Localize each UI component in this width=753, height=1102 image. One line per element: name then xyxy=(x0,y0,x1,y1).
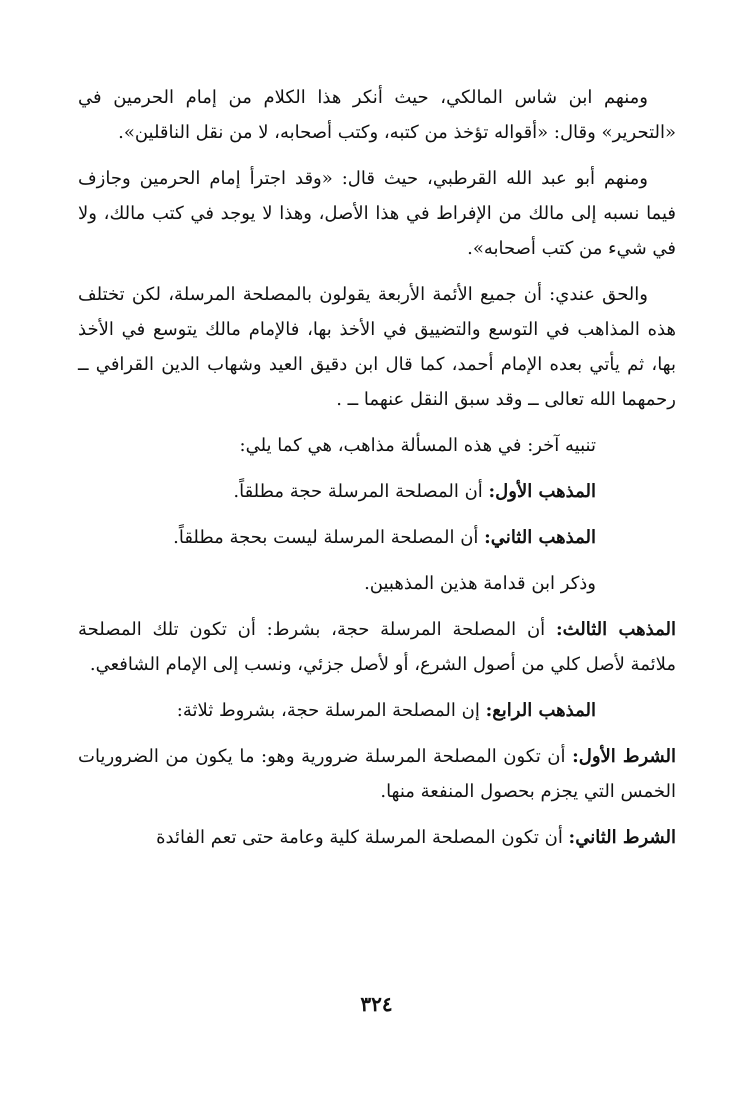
paragraph-qurtubi xyxy=(78,161,676,266)
body-text xyxy=(78,80,676,866)
heading-label: المذهب الثاني: xyxy=(484,527,596,548)
heading-label: الشرط الثاني: xyxy=(568,827,676,848)
paragraph-author-opinion xyxy=(78,277,676,417)
paragraph-text: أن المصلحة المرسلة ليست بحجة مطلقاً. xyxy=(173,527,485,548)
heading-label: المذهب الأول: xyxy=(488,481,596,502)
paragraph-text: والحق عندي: أن جميع الأئمة الأربعة يقولون بالمصلحة المرسلة، لكن تختلف هذه المذاهب في التوسع والتضييق في الأخذ بها، فالإمام مالك يتوسع في الأخذ بها، ثم يأتي بعده الإمام أحمد، كما قال ابن دقيق العيد وشهاب الدين القرافي ــ رحمهما الله تعالى ــ وقد سبق النقل عنهما ــ . xyxy=(78,284,676,410)
paragraph-note xyxy=(78,428,676,463)
page-number: ٣٢٤ xyxy=(360,992,393,1016)
paragraph-second-condition xyxy=(78,820,676,855)
paragraph-text: ومنهم أبو عبد الله القرطبي، حيث قال: «وقد اجترأ إمام الحرمين وجازف فيما نسبه إلى مالك من الإفراط في هذا الأصل، وهذا لا يوجد في كتب مالك، ولا في شيء من كتب أصحابه». xyxy=(78,168,676,259)
paragraph-text: ومنهم ابن شاس المالكي، حيث أنكر هذا الكلام من إمام الحرمين في «التحرير» وقال: «أقواله تؤخذ من كتبه، وكتب أصحابه، لا من نقل الناقلين». xyxy=(78,87,676,143)
paragraph-first-condition xyxy=(78,739,676,809)
paragraph-first-view xyxy=(78,474,676,509)
paragraph-fourth-view xyxy=(78,693,676,728)
paragraph-text: أن المصلحة المرسلة حجة مطلقاً. xyxy=(233,481,489,502)
paragraph-ibn-qudama xyxy=(78,566,676,601)
paragraph-text: إن المصلحة المرسلة حجة، بشروط ثلاثة: xyxy=(176,700,486,721)
heading-label: المذهب الرابع: xyxy=(485,700,596,721)
paragraph-text: وذكر ابن قدامة هذين المذهبين. xyxy=(364,573,596,594)
paragraph-text: تنبيه آخر: في هذه المسألة مذاهب، هي كما يلي: xyxy=(239,435,596,456)
paragraph-text: أن تكون المصلحة المرسلة ضرورية وهو: ما يكون من الضروريات الخمس التي يجزم بحصول المنفعة منها. xyxy=(78,746,676,802)
heading-label: المذهب الثالث: xyxy=(555,619,676,640)
paragraph-text: أن المصلحة المرسلة حجة، بشرط: أن تكون تلك المصلحة ملائمة لأصل كلي من أصول الشرع، أو لأصل جزئي، ونسب إلى الإمام الشافعي. xyxy=(78,619,676,675)
paragraph-text: أن تكون المصلحة المرسلة كلية وعامة حتى تعم الفائدة xyxy=(156,827,569,848)
heading-label: الشرط الأول: xyxy=(572,746,676,767)
paragraph-second-view xyxy=(78,520,676,555)
paragraph-third-view xyxy=(78,612,676,682)
paragraph-ibn-shas xyxy=(78,80,676,150)
